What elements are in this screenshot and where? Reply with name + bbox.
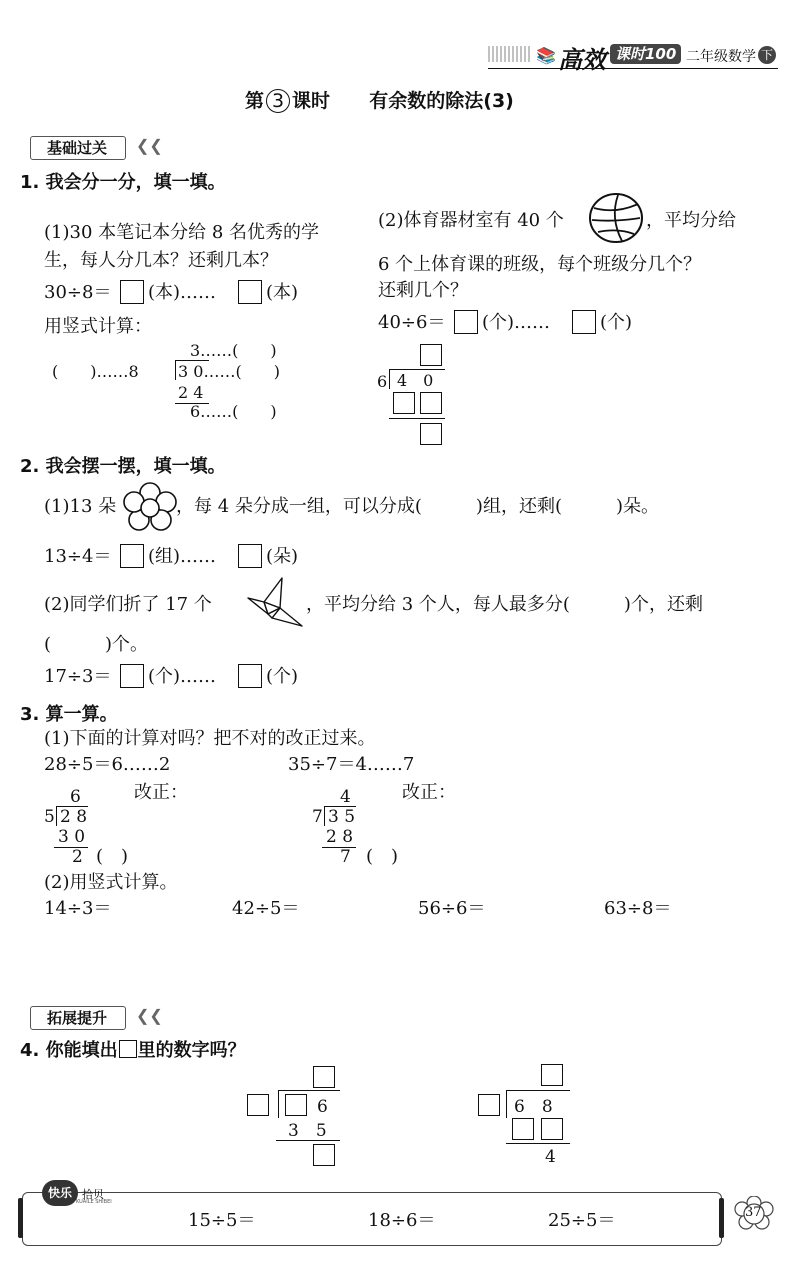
q4b-quotient-box[interactable] (541, 1064, 563, 1086)
series-badge: 课时100 (610, 44, 681, 64)
q2-p1-unit2: (朵) (266, 546, 299, 567)
q4b-dividend: 6 8 (514, 1097, 553, 1117)
q2-p2-b: ，平均分给 3 个人，每人最多分( )个，还剩 (306, 594, 703, 615)
volleyball-icon (588, 192, 644, 248)
q3-p2: (2)用竖式计算。 (44, 872, 178, 893)
chevrons-icon: ❮❮ (136, 136, 163, 155)
lesson-title: 第 3 课时 有余数的除法(3) (245, 90, 514, 112)
q3-v2-subline (322, 847, 356, 848)
q3-v2-dividend: 3 5 (328, 807, 356, 827)
q3-exercise-3[interactable]: 56÷6＝ (418, 898, 486, 919)
q4a-dividend-digit: 6 (317, 1097, 328, 1117)
q2-p1-a: (1)13 朵 (44, 496, 117, 517)
q1-p2-bracket (389, 369, 390, 389)
footer-left-bar (18, 1198, 23, 1238)
q2-p1-answer-box-1[interactable] (120, 544, 144, 568)
q1-p1-dividend: 3 0……( ) (178, 362, 280, 381)
q3-v1-product: 3 0 (58, 827, 86, 847)
q3-v2-divisor: 7 (312, 807, 323, 827)
footer-exercise-3[interactable]: 25÷5＝ (548, 1210, 616, 1231)
footer-exercise-2[interactable]: 18÷6＝ (368, 1210, 436, 1231)
section-extend-header: 拓展提升 (30, 1006, 126, 1030)
q4b-divisor-box[interactable] (478, 1094, 500, 1116)
q1-p1-left-label: ( )……8 (52, 362, 139, 381)
q2-title: 2. 我会摆一摆，填一填。 (20, 456, 226, 477)
q3-calc2: 35÷7＝4……7 (288, 754, 415, 775)
q3-exercise-1[interactable]: 14÷3＝ (44, 898, 112, 919)
book-icon: 📚 (536, 46, 556, 65)
volume-badge: 下 (758, 46, 776, 64)
q1-p1-unit2: (本) (266, 282, 299, 303)
q3-v1-judge[interactable]: ( ) (96, 846, 129, 867)
q4-title-box (119, 1040, 137, 1058)
q2-p2-eq: 17÷3＝ (44, 666, 112, 687)
q4a-bar (278, 1090, 340, 1091)
q2-p2-answer-box-2[interactable] (238, 664, 262, 688)
section-basic-header: 基础过关 (30, 136, 126, 160)
q3-fix-1: 改正： (134, 782, 188, 803)
q1-p2-product-box-1[interactable] (393, 392, 415, 414)
q4a-subline (276, 1140, 340, 1141)
q2-p2-unit2: (个) (266, 666, 299, 687)
q4b-product-box-2[interactable] (541, 1118, 563, 1140)
q1-p1-answer-box-1[interactable] (120, 280, 144, 304)
q1-p1-vertical-label: 用竖式计算： (44, 316, 152, 337)
q4b-remainder: 4 (545, 1147, 556, 1167)
q1-p2-remainder-box[interactable] (420, 423, 442, 445)
q3-v2-judge[interactable]: ( ) (366, 846, 399, 867)
header-rule (488, 68, 778, 69)
q3-v2-bracket (324, 806, 325, 826)
q4b-subline (506, 1143, 570, 1144)
q1-p2-unit2: (个) (600, 312, 633, 333)
q4a-product: 3 5 (288, 1121, 327, 1141)
q3-exercise-4[interactable]: 63÷8＝ (604, 898, 672, 919)
q1-p1-remainder: 6……( ) (190, 402, 277, 421)
q4a-remainder-box[interactable] (313, 1144, 335, 1166)
q1-p2-divisor: 6 (377, 372, 388, 391)
q1-p2-dividend: 4 0 (397, 371, 434, 390)
q3-v1-subline (54, 847, 88, 848)
q3-title: 3. 算一算。 (20, 704, 118, 725)
q1-p2-answer-box-2[interactable] (572, 310, 596, 334)
q1-p2-line1a: (2)体育器材室有 40 个 (378, 210, 564, 231)
q1-p2-quotient-box[interactable] (420, 344, 442, 366)
q2-p2-c: ( )个。 (44, 634, 149, 655)
q1-p2-answer-box-1[interactable] (454, 310, 478, 334)
q4b-bracket (506, 1090, 507, 1118)
flower-icon (122, 482, 178, 536)
q1-p2-subline (389, 418, 445, 419)
q3-p1: (1)下面的计算对吗？把不对的改正过来。 (44, 728, 376, 749)
q3-fix-2: 改正： (402, 782, 456, 803)
q1-p2-unit1: (个)…… (482, 312, 551, 333)
lesson-topic: 有余数的除法(3) (369, 90, 514, 112)
q3-v1-remainder: 2 (72, 847, 83, 867)
footer-badge-pinyin: KUAILE SHIBEI (76, 1199, 112, 1205)
q4a-quotient-box[interactable] (313, 1066, 335, 1088)
q4a-divisor-box[interactable] (247, 1094, 269, 1116)
grade-label: 二年级数学 (686, 49, 756, 65)
footer-right-bar (719, 1198, 724, 1238)
footer-badge-sub: 拾贝 (82, 1188, 104, 1201)
decor-dots (488, 46, 532, 62)
q3-v1-quotient: 6 (70, 787, 81, 807)
q3-v2-quotient: 4 (340, 787, 351, 807)
q1-title: 1. 我会分一分，填一填。 (20, 172, 226, 193)
page-header (488, 40, 778, 74)
q1-p1-product: 2 4 (178, 383, 204, 402)
q1-p2-eq: 40÷6＝ (378, 312, 446, 333)
q1-p1-eq: 30÷8＝ (44, 282, 112, 303)
q4b-bar (506, 1090, 570, 1091)
lesson-number: 3 (266, 89, 290, 113)
q1-p1-answer-box-2[interactable] (238, 280, 262, 304)
q1-p2-product-box-2[interactable] (420, 392, 442, 414)
q4a-bracket (278, 1090, 279, 1118)
q2-p2-answer-box-1[interactable] (120, 664, 144, 688)
q1-p1-line1: (1)30 本笔记本分给 8 名优秀的学 (44, 222, 320, 243)
q3-v1-bracket (56, 806, 57, 826)
q1-p2-line3: 还剩几个？ (378, 280, 468, 301)
q2-p2-a: (2)同学们折了 17 个 (44, 594, 212, 615)
brand-title: 高效 (558, 46, 606, 74)
q3-v1-dividend: 2 8 (60, 807, 88, 827)
q1-p1-bracket (175, 360, 176, 380)
q4a-dividend-box[interactable] (285, 1094, 307, 1116)
paper-crane-icon (246, 574, 306, 634)
q1-p1-unit1: (本)…… (148, 282, 217, 303)
q2-p1-eq: 13÷4＝ (44, 546, 112, 567)
q1-p1-quotient: 3……( ) (190, 341, 277, 360)
footer-exercise-1[interactable]: 15÷5＝ (188, 1210, 256, 1231)
q3-calc1: 28÷5＝6……2 (44, 754, 171, 775)
page-number: 37 (745, 1205, 762, 1220)
q2-p1-unit1: (组)…… (148, 546, 217, 567)
chevrons-icon-2: ❮❮ (136, 1006, 163, 1025)
q4-title: 4. 你能填出 里的数字吗？ (20, 1040, 246, 1061)
q3-v2-remainder: 7 (340, 847, 351, 867)
q2-p1-b: ，每 4 朵分成一组，可以分成( )组，还剩( )朵。 (176, 496, 659, 517)
q4b-product-box-1[interactable] (512, 1118, 534, 1140)
q1-p2-line2: 6 个上体育课的班级，每个班级分几个？ (378, 254, 702, 275)
q1-p1-line2: 生，每人分几本？还剩几本？ (44, 250, 278, 271)
q2-p2-unit1: (个)…… (148, 666, 217, 687)
q1-p2-line1b: ，平均分给 (646, 210, 736, 231)
q3-exercise-2[interactable]: 42÷5＝ (232, 898, 300, 919)
q2-p1-answer-box-2[interactable] (238, 544, 262, 568)
q3-v1-divisor: 5 (44, 807, 55, 827)
q3-v2-product: 2 8 (326, 827, 354, 847)
footer-badge: 快乐 (42, 1180, 78, 1206)
